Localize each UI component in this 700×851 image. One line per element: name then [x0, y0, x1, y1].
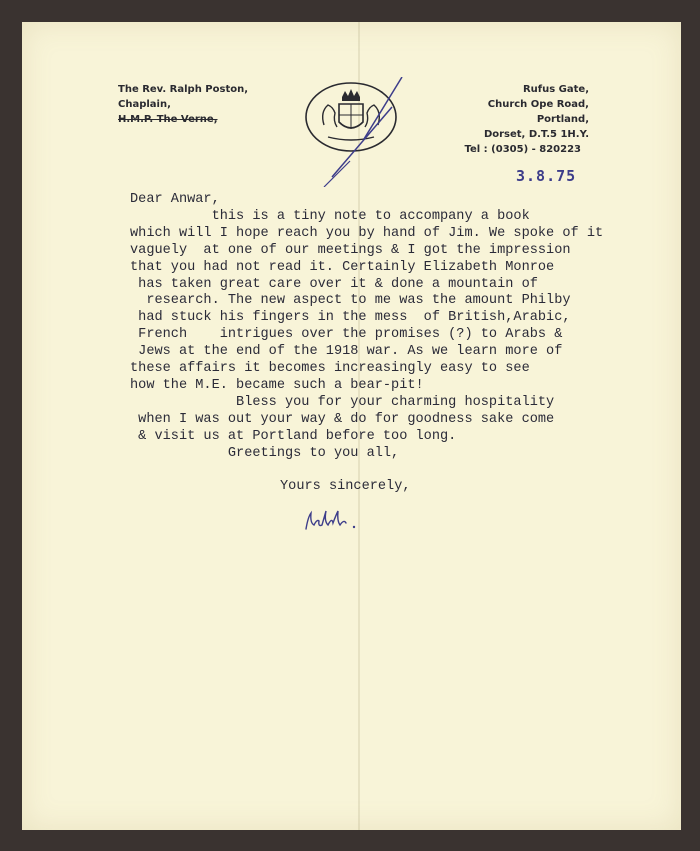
body-line: how the M.E. became such a bear-pit!: [130, 377, 424, 393]
letter-body: [130, 192, 603, 496]
telephone: Tel : (0305) - 820223: [464, 144, 581, 155]
body-line: Greetings to you all,: [130, 445, 400, 461]
body-line: has taken great care over it & done a mountain of: [130, 276, 538, 292]
body-line: these affairs it becomes increasingly easy to see: [130, 361, 530, 377]
address-block: [464, 82, 590, 157]
body-line: & visit us at Portland before too long.: [130, 428, 457, 444]
body-line: that you had not read it. Certainly Elizabeth Monroe: [130, 259, 555, 275]
body-line: which will I hope reach you by hand of Jim. We spoke of it: [130, 225, 604, 241]
closing: Yours sincerely,: [280, 479, 411, 495]
handwritten-signature: [302, 507, 382, 535]
body-line: Jews at the end of the 1918 war. As we learn more of: [130, 344, 563, 360]
address-line: Dorset, D.T.5 1H.Y.: [483, 129, 589, 140]
body-line: when I was out your way & do for goodness sake come: [130, 411, 555, 427]
sender-name: The Rev. Ralph Poston,: [118, 84, 249, 95]
body-line: this is a tiny note to accompany a book: [130, 208, 530, 224]
address-line: Church Ope Road,: [487, 99, 589, 110]
body-line: Bless you for your charming hospitality: [130, 394, 555, 410]
address-line: Portland,: [536, 114, 589, 125]
address-line: Rufus Gate,: [522, 84, 589, 95]
body-line: research. The new aspect to me was the amount Philby: [130, 293, 571, 309]
sender-title: Chaplain,: [118, 99, 171, 110]
letter-date: 3.8.75: [516, 167, 577, 185]
body-line: had stuck his fingers in the mess of British,Arabic,: [130, 310, 571, 326]
letter-page: [22, 22, 681, 830]
sender-block: [118, 82, 248, 127]
royal-crest-icon: [304, 77, 404, 187]
salutation: Dear Anwar,: [130, 192, 220, 207]
body-line: French intrigues over the promises (?) to Arabs &: [130, 327, 563, 343]
sender-institution-struck: H.M.P. The Verne,: [118, 114, 218, 125]
body-line: vaguely at one of our meetings & I got the impression: [130, 242, 571, 258]
